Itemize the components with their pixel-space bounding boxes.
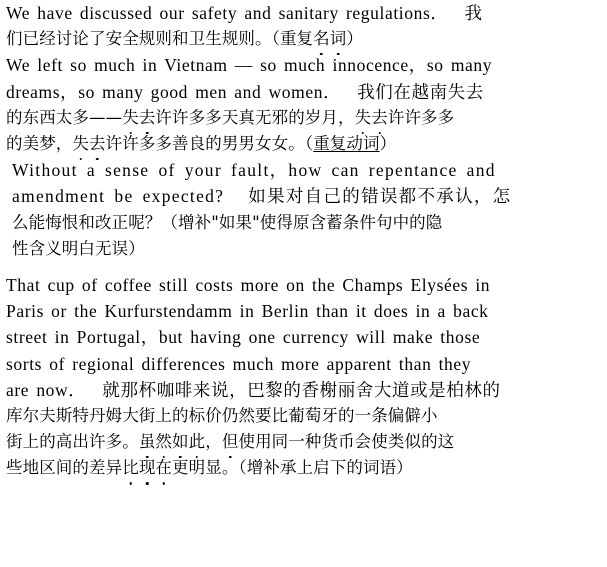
paragraph-1: [0, 0, 607, 52]
text-line: street in Portugal，but having one currency will make those: [6, 327, 481, 348]
text-line: 性含义明白无误）: [12, 238, 145, 258]
paragraph-4: [0, 272, 607, 482]
text-line: 们已经讨论了安全规则和卫生规则。（重复名词）: [6, 26, 599, 52]
paragraph-3: [0, 157, 607, 262]
text-line: are now． 就那杯咖啡来说，巴黎的香榭丽舍大道或是柏林的: [6, 379, 501, 400]
text-line: 街上的高出许多。虽然如此，但使用同一种货币会使类似的这: [6, 429, 599, 455]
text-line: amendment be expected? 如果对自己的错误都不承认，怎: [12, 186, 512, 207]
text-line: 么能悔恨和改正呢？（增补"如果"使得原含蓄条件句中的隐: [12, 212, 443, 232]
paragraph-2: [0, 52, 607, 157]
text-line: sorts of regional differences much more apparent than they: [6, 353, 472, 374]
text-line: We left so much in Vietnam — so much innocence，so many: [6, 55, 493, 76]
text-line: Without a sense of your fault，how can repentance and: [12, 160, 496, 181]
text-line: dreams，so many good men and women． 我们在越南失去: [6, 81, 484, 102]
text-line: 些地区间的差异比现在更明显。（增补承上启下的词语）: [6, 455, 599, 481]
text-line: 库尔夫斯特丹姆大街上的标价仍然要比葡萄牙的一条偏僻小: [6, 406, 438, 426]
text-line: Paris or the Kurfurstendamm in Berlin than it does in a back: [6, 301, 489, 322]
text-line: 的美梦，失去许许多多善良的男男女女。（重复动词）: [6, 131, 599, 157]
text-line: That cup of coffee still costs more on the Champs Elysées in: [6, 275, 491, 296]
text-line: We have discussed our safety and sanitary regulations． 我: [6, 3, 483, 23]
text-line: 的东西太多——失去许许多多天真无邪的岁月，失去许许多多: [6, 105, 599, 131]
